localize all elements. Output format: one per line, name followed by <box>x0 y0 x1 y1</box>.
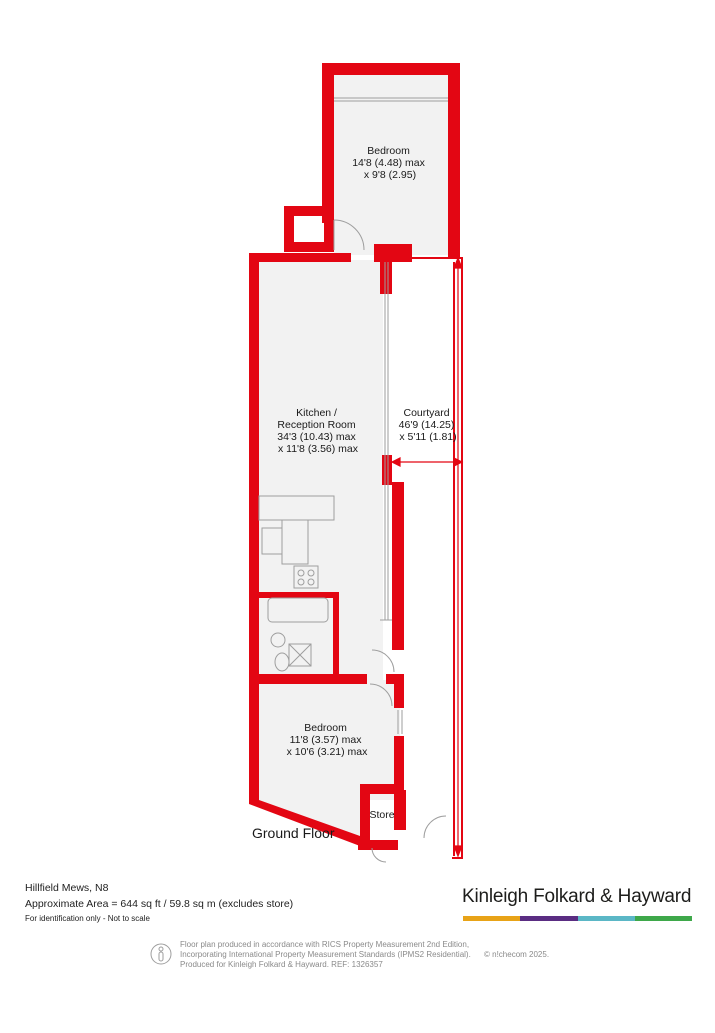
brand-bar-segment <box>635 916 692 921</box>
room-label-kitchen-reception: Kitchen / Reception Room 34'3 (10.43) max x 11'8 (3.56) max <box>277 407 359 455</box>
rics-person-icon <box>150 943 172 965</box>
brand-bar-segment <box>520 916 577 921</box>
room-label-bedroom-2: Bedroom 11'8 (3.57) max x 10'6 (3.21) max <box>286 722 368 758</box>
floor-fill <box>257 75 452 840</box>
room-label-bedroom-1: Bedroom 14'8 (4.48) max x 9'8 (2.95) <box>352 145 425 181</box>
brand-color-bar <box>463 916 692 921</box>
property-title: Hillfield Mews, N8 <box>25 882 109 894</box>
room-label-store: Store <box>369 809 395 821</box>
disclaimer-line: Floor plan produced in accordance with RICS Property Measurement 2nd Edition, <box>180 940 470 949</box>
property-area: Approximate Area = 644 sq ft / 59.8 sq m (excludes store) <box>25 898 294 910</box>
disclaimer-line: Incorporating International Property Measurement Standards (IPMS2 Residential). <box>180 950 471 959</box>
brand-bar-segment <box>578 916 635 921</box>
credit: © n!checom 2025. <box>484 950 550 959</box>
floor-label: Ground Floor <box>252 825 335 841</box>
disclaimer <box>180 940 471 970</box>
brand-bar-segment <box>463 916 520 921</box>
room-label-courtyard: Courtyard 46'9 (14.25) x 5'11 (1.81) <box>398 407 457 443</box>
brand-logo: Kinleigh Folkard & Hayward <box>462 886 692 907</box>
property-note: For identification only - Not to scale <box>25 914 150 923</box>
disclaimer-line: Produced for Kinleigh Folkard & Hayward. REF: 1326357 <box>180 960 383 969</box>
